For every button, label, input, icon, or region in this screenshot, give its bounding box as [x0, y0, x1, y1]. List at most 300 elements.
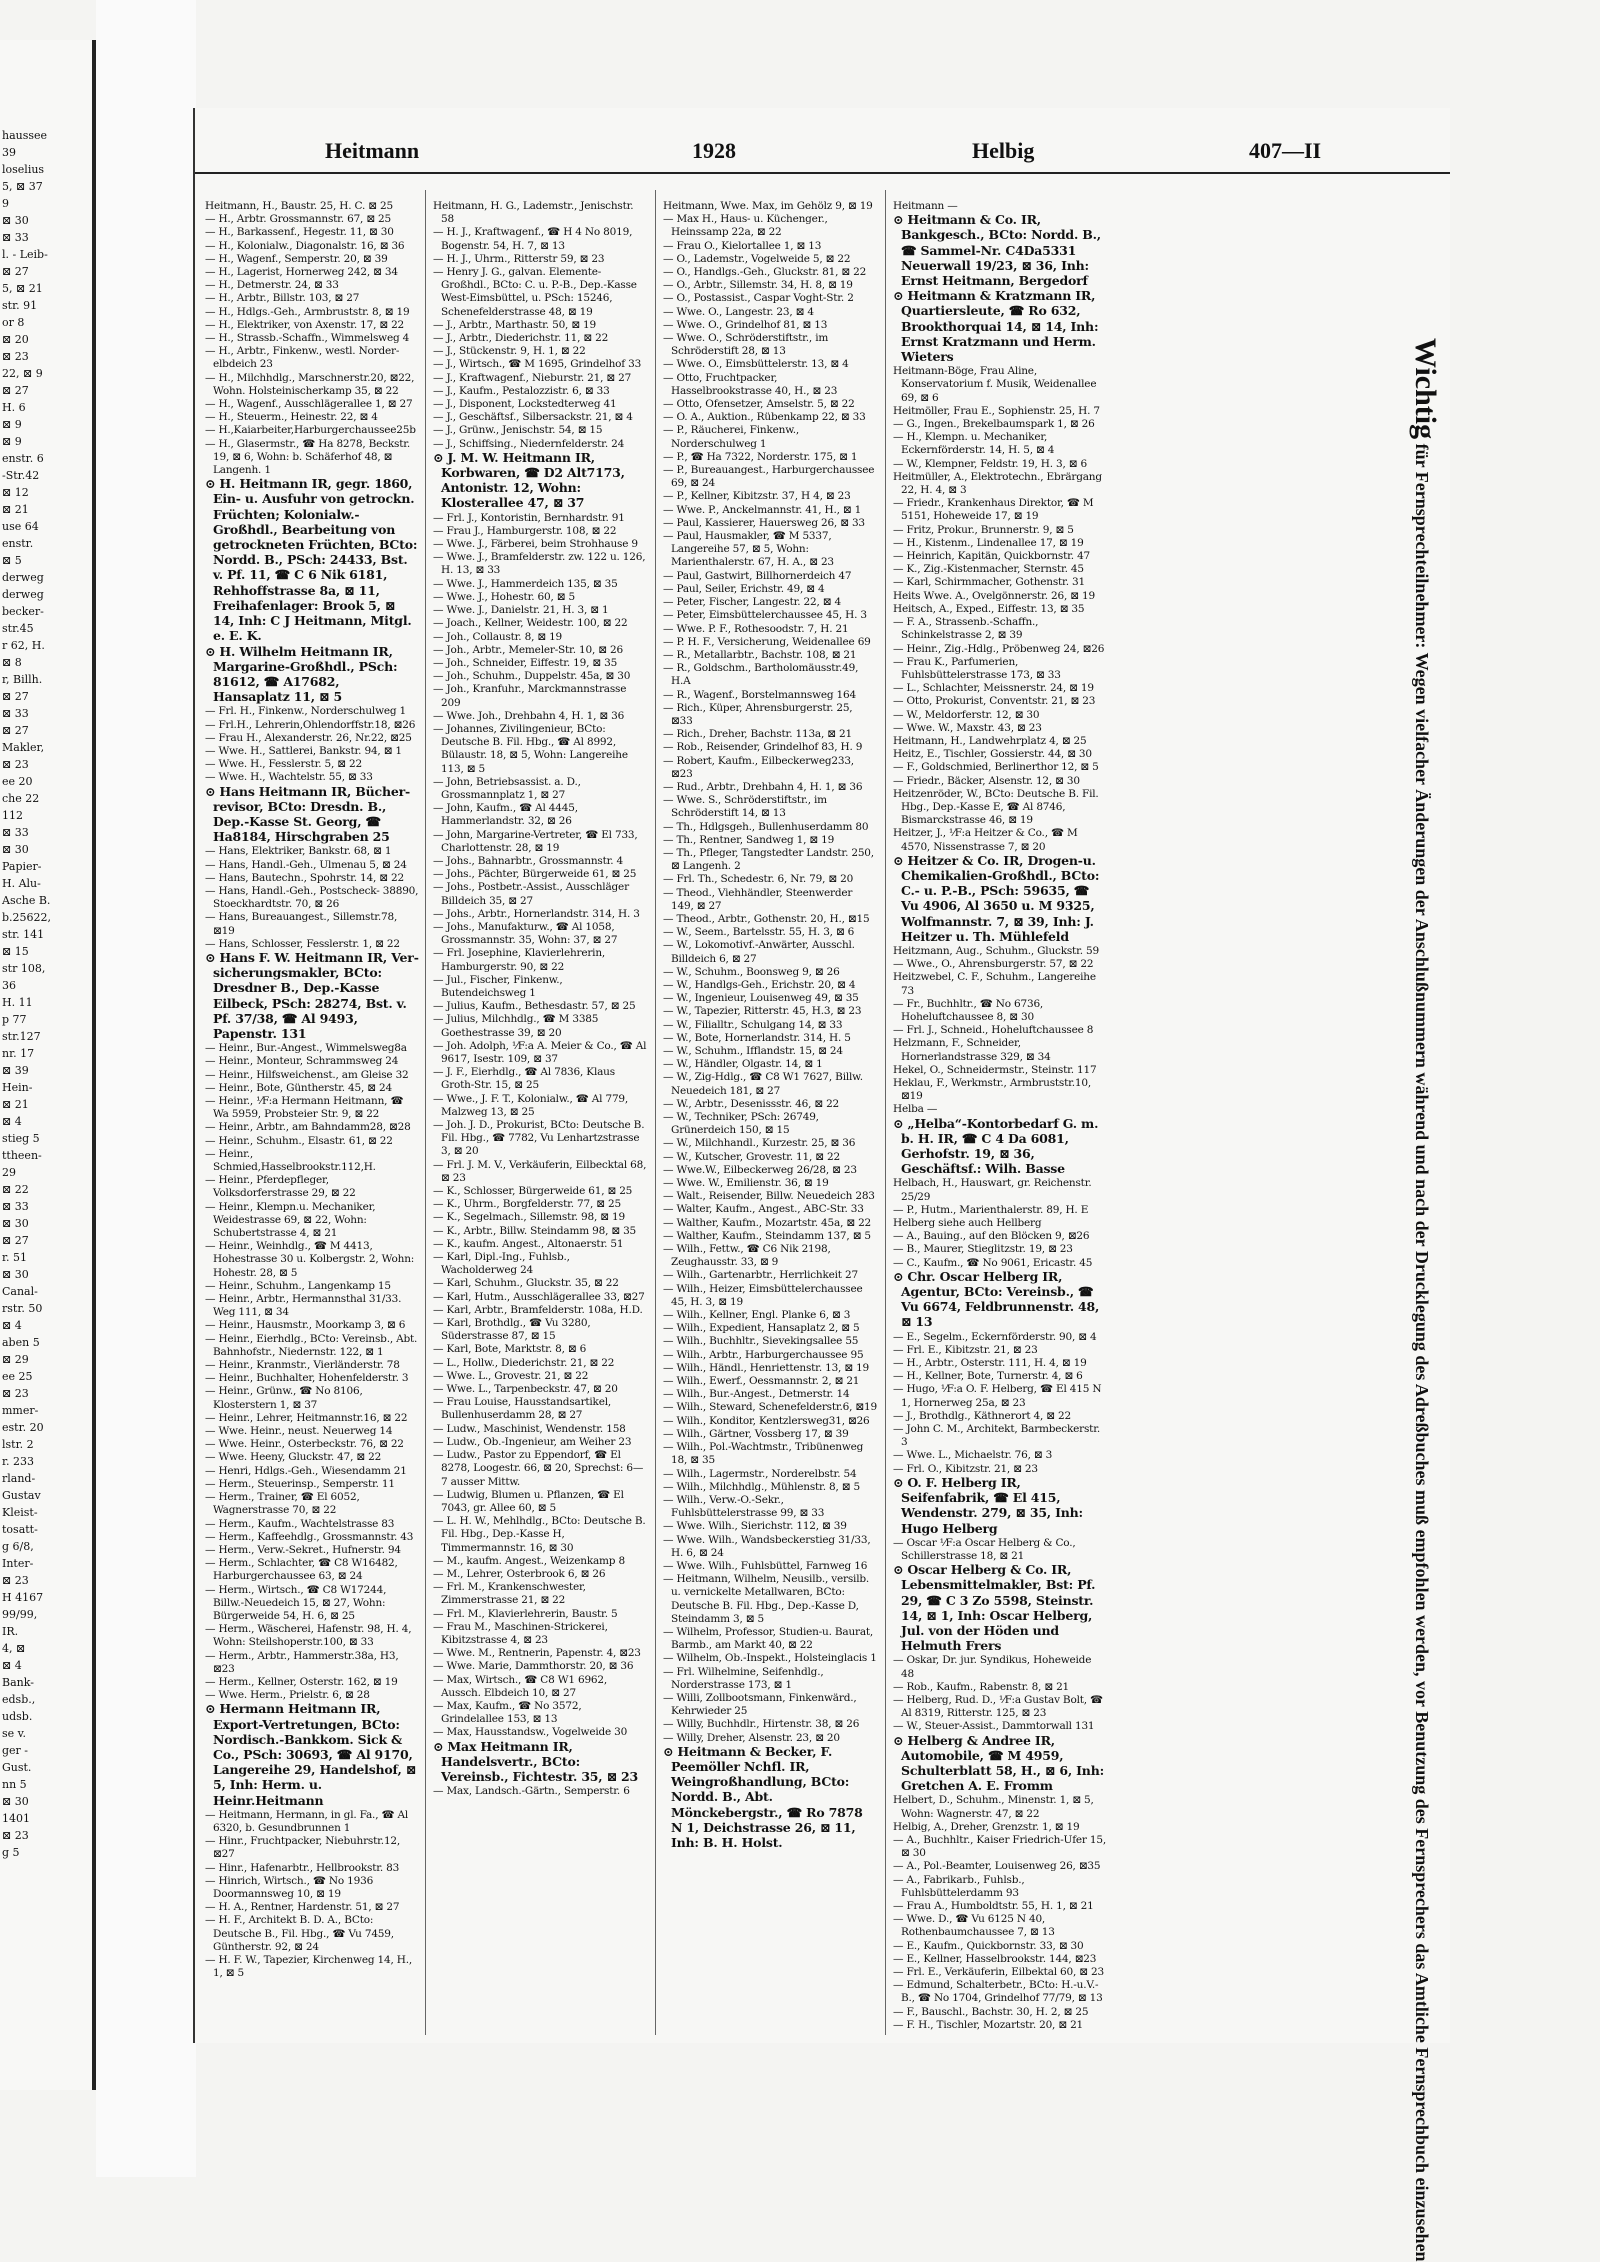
- directory-entry: — A., Bauing., auf den Blöcken 9, ⊠26: [893, 1230, 1090, 1243]
- column-divider: [885, 190, 886, 2035]
- prev-page-fragment: ⊠ 21: [2, 503, 29, 516]
- prev-page-fragment: str. 91: [2, 299, 38, 312]
- page-number: 407—II: [1249, 138, 1322, 163]
- directory-entry: — Karl, Schirmmacher, Gothenstr. 31: [893, 576, 1085, 589]
- directory-entry: — C., Kaufm., ☎ No 9061, Ericastr. 45: [893, 1256, 1093, 1269]
- directory-entry: — J., Disponent, Lockstedterweg 41: [433, 398, 617, 411]
- directory-entry: Heitzer, J., ⅟F:a Heitzer & Co., ☎ M 4570, Nissenstrasse 7, ⊠ 20: [893, 827, 1078, 853]
- prev-page-fragment: ⊠ 20: [2, 333, 29, 346]
- prev-page-fragment: r. 233: [2, 1455, 35, 1468]
- directory-entry: — Theod., Viehhändler, Steenwerder 149, ⊠ 27: [663, 886, 853, 912]
- prev-page-fragment: str 108,: [2, 962, 46, 975]
- directory-entry: — Wilh., Gartenarbtr., Herrlichkeit 27: [663, 1269, 858, 1282]
- running-head: [195, 138, 1450, 168]
- prev-page-fragment: ⊠ 12: [2, 486, 29, 499]
- directory-entry: — P. H. F., Versicherung, Weidenallee 69: [663, 635, 871, 648]
- directory-entry: Helberg siehe auch Hellberg: [893, 1217, 1042, 1230]
- prev-page-fragment: ⊠ 30: [2, 1268, 29, 1281]
- directory-entry: — Herm., Trainer, ☎ El 6052, Wagnerstrasse 70, ⊠ 22: [205, 1491, 360, 1517]
- directory-entry: — H., Hdlgs.-Geh., Armbruststr. 8, ⊠ 19: [205, 305, 410, 318]
- directory-entry: — Karl, Arbtr., Bramfelderstr. 108a, H.D.: [433, 1303, 643, 1316]
- directory-entry: — W., Arbtr., Desenissstr. 46, ⊠ 22: [663, 1097, 840, 1110]
- directory-entry: ⊙ Chr. Oscar Helberg IR, Agentur, BCto: Vereinsb., ☎ Vu 6674, Feldbrunnenstr. 48, ⊠ 13: [893, 1268, 1100, 1330]
- directory-entry: Heitzmann, Aug., Schuhm., Gluckstr. 59: [893, 944, 1099, 957]
- directory-entry: — Wwe. H., Wachtelstr. 55, ⊠ 33: [205, 771, 373, 784]
- directory-entry: — J., Arbtr., Marthastr. 50, ⊠ 19: [433, 318, 597, 331]
- prev-page-fragment: ⊠ 30: [2, 1795, 29, 1808]
- prev-page-fragment: derweg: [2, 588, 44, 601]
- directory-entry: — Heinr., Monteur, Schrammsweg 24: [205, 1055, 399, 1068]
- directory-entry: — W., Meldorferstr. 12, ⊠ 30: [893, 708, 1040, 721]
- prev-page-fragment: H. 11: [2, 996, 33, 1009]
- directory-entry: — Edmund, Schalterbetr., BCto: H.-u.V.-B., ☎ No 1704, Grindelhof 77/79, ⊠ 13: [893, 1979, 1103, 2005]
- directory-entry: — Wilh., Bur.-Angest., Detmerstr. 14: [663, 1388, 850, 1401]
- prev-page-fragment: 29: [2, 1166, 16, 1179]
- directory-entry: — Heinr., Buchhalter, Hohenfelderstr. 3: [205, 1372, 409, 1385]
- directory-entry: — J., Wirtsch., ☎ M 1695, Grindelhof 33: [433, 358, 642, 371]
- prev-page-fragment: H 4167: [2, 1591, 44, 1604]
- directory-entry: — Herm., Kellner, Osterstr. 162, ⊠ 19: [205, 1675, 398, 1688]
- directory-entry: — Wwe., O., Ahrensburgerstr. 57, ⊠ 22: [893, 958, 1094, 971]
- directory-entry: — Ludw., Ob.-Ingenieur, am Weiher 23: [433, 1435, 632, 1448]
- directory-entry: — Joh. J. D., Prokurist, BCto: Deutsche B. Fil. Hbg., ☎ 7782, Vu Lenhartzstrasse 3, ⊠ 20: [433, 1119, 645, 1158]
- directory-entry: — Wwe. J., Färberei, beim Strohhause 9: [433, 538, 638, 551]
- prev-page-fragment: b.25622,: [2, 911, 52, 924]
- prev-page-fragment: ⊠ 4: [2, 1319, 22, 1332]
- directory-entry: Heitmann —: [893, 200, 958, 212]
- directory-entry: — Otto, Prokurist, Conventstr. 21, ⊠ 23: [893, 695, 1096, 708]
- directory-entry: — O. A., Auktion., Rübenkamp 22, ⊠ 33: [663, 411, 866, 424]
- column-1: [205, 200, 419, 2030]
- column-divider: [655, 190, 656, 2035]
- directory-entry: — O., Arbtr., Sillemstr. 34, H. 8, ⊠ 19: [663, 279, 853, 292]
- prev-page-fragment: p 77: [2, 1013, 27, 1026]
- directory-entry: — Wwe. Wilh., Sierichstr. 112, ⊠ 39: [663, 1520, 847, 1533]
- directory-entry: — Wwe., J. F. T., Kolonialw., ☎ Al 779, Malzweg 13, ⊠ 25: [433, 1092, 629, 1118]
- directory-entry: — Wwe. W., Maxstr. 43, ⊠ 23: [893, 721, 1042, 734]
- directory-entry: — Wwe. H., Fesslerstr. 5, ⊠ 22: [205, 758, 362, 771]
- directory-entry: — Theod., Arbtr., Gothenstr. 20, H., ⊠15: [663, 912, 870, 925]
- directory-entry: — Hans, Handl.-Geh., Ulmenau 5, ⊠ 24: [205, 858, 407, 871]
- prev-page-fragment: H. Alu-: [2, 877, 41, 890]
- directory-entry: Helbach, H., Hauswart, gr. Reichenstr. 25/29: [893, 1177, 1092, 1203]
- directory-entry: — Wwe. O., Langestr. 23, ⊠ 4: [663, 305, 814, 318]
- directory-entry: — Heinr., Weinhdlg., ☎ M 4413, Hohestrasse 30 u. Kolbergstr. 2, Wohn: Hohestr. 28, ⊠ 5: [205, 1240, 415, 1279]
- directory-entry: — L., Hollw., Diederichstr. 21, ⊠ 22: [433, 1356, 615, 1369]
- directory-entry: — Oskar, Dr. jur. Syndikus, Hoheweide 48: [893, 1654, 1092, 1680]
- directory-entry: — Herm., Schlachter, ☎ C8 W16482, Harburgerchaussee 63, ⊠ 24: [205, 1557, 398, 1583]
- directory-entry: — Wwe. Herm., Prielstr. 6, ⊠ 28: [205, 1689, 370, 1702]
- directory-entry: — Wilh., Verw.-O.-Sekr., Fuhlsbüttelerstrasse 99, ⊠ 33: [663, 1493, 825, 1520]
- directory-entry: — W., Seem., Bartelsstr. 55, H. 3, ⊠ 6: [663, 926, 855, 939]
- directory-entry: ⊙ Hans F. W. Heitmann IR, Ver-sicherungsmakler, BCto: Dresdner B., Dep.-Kasse Eilbeck, PSch: 28274, Bst. v. Pf. 37/38, ☎ Al 9493, Papenstr. 131: [205, 949, 419, 1041]
- directory-entry: ⊙ O. F. Helberg IR, Seifenfabrik, ☎ El 415, Wendenstr. 279, ⊠ 35, Inh: Hugo Helberg: [893, 1474, 1083, 1536]
- directory-entry: — Rud., Arbtr., Drehbahn 4, H. 1, ⊠ 36: [663, 780, 863, 793]
- directory-entry: — Frl. E., Verkäuferin, Eilbektal 60, ⊠ 23: [893, 1966, 1104, 1978]
- prev-page-fragment: ⊠ 9: [2, 435, 22, 448]
- directory-entry: — W., Filialltr., Schulgang 14, ⊠ 33: [663, 1018, 843, 1031]
- prev-page-fragment: estr. 20: [2, 1421, 44, 1434]
- prev-page-fragment: g 5: [2, 1846, 20, 1859]
- directory-entry: — M., kaufm. Angest., Weizenkamp 8: [433, 1554, 625, 1567]
- directory-entry: Heitmann, H. G., Lademstr., Jenischstr. 58: [433, 200, 634, 226]
- prev-page-fragment: str.45: [2, 622, 34, 635]
- directory-entry: — H., Detmerstr. 24, ⊠ 33: [205, 279, 339, 292]
- directory-entry: — Willy, Dreher, Alsenstr. 23, ⊠ 20: [663, 1731, 840, 1744]
- prev-page-fragment: Inter-: [2, 1557, 34, 1570]
- directory-entry: Heitmüller, A., Elektrotechn., Ebrärgang 22, H. 4, ⊠ 3: [893, 470, 1102, 497]
- directory-entry: — L. H. W., Mehlhdlg., BCto: Deutsche B. Fil. Hbg., Dep.-Kasse H, Timmermannstr. 16, ⊠ 30: [433, 1515, 646, 1554]
- directory-entry: — Wwe. Wilh., Fuhlsbüttel, Farnweg 16: [663, 1559, 868, 1572]
- directory-entry: — Heinr., Schmied,Hasselbrookstr.112,H.: [205, 1147, 376, 1174]
- directory-entry: — Joh., Schneider, Eiffestr. 19, ⊠ 35: [433, 656, 618, 669]
- directory-entry: — Wwe. L., Grovestr. 21, ⊠ 22: [433, 1369, 589, 1382]
- prev-page-fragment: 99/99,: [2, 1608, 38, 1621]
- directory-entry: — Max, Hausstandsw., Vogelweide 30: [433, 1726, 628, 1739]
- directory-entry: ⊙ J. M. W. Heitmann IR, Korbwaren, ☎ D2 Alt7173, Antonistr. 12, Wohn: Klosterallee 47, ⊠ 37: [433, 449, 625, 511]
- directory-entry: — Wwe. H., Sattlerei, Bankstr. 94, ⊠ 1: [205, 744, 402, 757]
- directory-entry: — H., Kistenm., Lindenallee 17, ⊠ 19: [893, 536, 1084, 549]
- directory-entry: — Heinr., Kranmstr., Vierländerstr. 78: [205, 1359, 400, 1372]
- directory-entry: — Frau A., Humboldtstr. 55, H. 1, ⊠ 21: [893, 1899, 1094, 1912]
- directory-entry: — Wwe. Joh., Drehbahn 4, H. 1, ⊠ 36: [433, 709, 625, 722]
- prev-page-fragment: ⊠ 8: [2, 656, 22, 669]
- directory-entry: ⊙ Oscar Helberg & Co. IR, Lebensmittelmakler, Bst: Pf. 29, ☎ C 3 Zo 5598, Steinstr. 14, ⊠ 1, Inh: Oscar Helberg, Jul. von der Höden und Helmuth Frers: [893, 1562, 1096, 1654]
- prev-page-fragment: str. 141: [2, 928, 45, 941]
- directory-entry: — Herm., Wäscherei, Hafenstr. 98, H. 4, Wohn: Steilshoperstr.100, ⊠ 33: [205, 1623, 412, 1649]
- directory-entry: — Frau J., Hamburgerstr. 108, ⊠ 22: [433, 524, 617, 537]
- directory-entry: — H., Kellner, Bote, Turnerstr. 4, ⊠ 6: [893, 1370, 1083, 1383]
- directory-entry: — H.,Kaiarbeiter,Harburgerchaussee25b: [205, 424, 416, 437]
- directory-entry: — Max H., Haus- u. Küchenger., Heinssamp 22a, ⊠ 22: [663, 213, 828, 239]
- prev-page-fragment: ⊠ 27: [2, 384, 29, 397]
- directory-entry: — Peter, Eimsbüttelerchaussee 45, H. 3: [663, 609, 867, 622]
- directory-entry: — Paul, Kassierer, Hauersweg 26, ⊠ 33: [663, 516, 865, 529]
- header-right-keyword: Helbig: [972, 138, 1035, 163]
- directory-entry: — Wilh., Konditor, Kentzlersweg31, ⊠26: [663, 1414, 870, 1427]
- prev-page-fragment: enstr. 6: [2, 452, 44, 465]
- directory-entry: — Hinr., Fruchtpacker, Niebuhrstr.12, ⊠27: [205, 1835, 401, 1861]
- directory-entry: — Hugo, ⅟F:a O. F. Helberg, ☎ El 415 N 1, Hornerweg 25a, ⊠ 23: [893, 1383, 1102, 1409]
- directory-entry: — Karl, Brothdlg., ☎ Vu 3280, Süderstrasse 87, ⊠ 15: [433, 1317, 591, 1343]
- directory-entry: ⊙ Hans Heitmann IR, Bücher-revisor, BCto: Dresdn. B., Dep.-Kasse St. Georg, ☎ Ha8184, Hirschgraben 25: [205, 783, 410, 845]
- prev-page-fragment: Gust.: [2, 1761, 32, 1774]
- directory-entry: — Heinr., Pferdepfleger, Volksdorferstrasse 29, ⊠ 22: [205, 1174, 356, 1200]
- directory-entry: Heitzwebel, C. F., Schuhm., Langereihe 73: [893, 971, 1096, 997]
- prev-page-fragment: ⊠ 4: [2, 1115, 22, 1128]
- directory-entry: — Joh., Collaustr. 8, ⊠ 19: [433, 630, 563, 643]
- prev-page-fragment: ⊠ 33: [2, 707, 29, 720]
- prev-page-fragment: enstr.: [2, 537, 34, 550]
- directory-entry: — Wilh., Lagermstr., Norderelbstr. 54: [663, 1467, 857, 1480]
- directory-entry: — W., Lokomotivf.-Anwärter, Ausschl. Billdeich 6, ⊠ 27: [663, 939, 855, 965]
- prev-page-fragment: ⊠ 30: [2, 1217, 29, 1230]
- prev-page-fragment: nn 5: [2, 1778, 27, 1791]
- directory-entry: — O., Handlgs.-Geh., Gluckstr. 81, ⊠ 22: [663, 266, 867, 279]
- directory-entry: — Walt., Reisender, Billw. Neuedeich 283: [663, 1190, 875, 1203]
- directory-entry: — W., Händler, Olgastr. 14, ⊠ 1: [663, 1058, 823, 1071]
- directory-entry: — H., Klempn. u. Mechaniker, Eckernförderstr. 14, H. 5, ⊠ 4: [893, 431, 1055, 457]
- directory-entry: — Frl. H., Finkenw., Norderschulweg 1: [205, 705, 407, 718]
- directory-entry: — H., Arbtr., Osterstr. 111, H. 4, ⊠ 19: [893, 1357, 1087, 1370]
- prev-page-fragment: 9: [2, 197, 9, 210]
- directory-entry: — Johs., Manufakturw., ☎ Al 1058, Grossmannstr. 35, Wohn: 37, ⊠ 27: [433, 920, 618, 947]
- directory-entry: — R., Wagenf., Borstelmannsweg 164: [663, 688, 856, 701]
- directory-entry: — Johs., Pächter, Bürgerweide 61, ⊠ 25: [433, 868, 637, 881]
- directory-entry: — E., Kaufm., Quickbornstr. 33, ⊠ 30: [893, 1939, 1084, 1952]
- prev-page-fragment: ⊠ 29: [2, 1353, 29, 1366]
- directory-entry: Heitzenröder, W., BCto: Deutsche B. Fil. Hbg., Dep.-Kasse E, ☎ Al 8746, Bismarckstrasse 46, ⊠ 19: [893, 787, 1099, 827]
- directory-entry: — Heinr., Arbtr., am Bahndamm28, ⊠28: [205, 1121, 411, 1134]
- directory-entry: — Karl, Dipl.-Ing., Fuhlsb., Wacholderweg 24: [433, 1251, 570, 1277]
- directory-entry: — W., Handlgs-Geh., Erichstr. 20, ⊠ 4: [663, 978, 856, 991]
- directory-entry: — Joh., Kranfuhr., Marckmannstrasse 209: [433, 683, 627, 709]
- directory-entry: — Wwe. J., Bramfelderstr. zw. 122 u. 126, H. 13, ⊠ 33: [433, 551, 646, 577]
- directory-entry: — P., Räucherei, Finkenw., Norderschulweg 1: [663, 424, 800, 450]
- directory-entry: — Frl.H., Lehrerin,Ohlendorffstr.18, ⊠26: [205, 718, 416, 731]
- directory-entry: — Wwe. Heinr., Osterbeckstr. 76, ⊠ 22: [205, 1438, 404, 1451]
- directory-entry: Heitmann, H., Landwehrplatz 4, ⊠ 25: [893, 734, 1087, 747]
- prev-page-fragment: IR.: [2, 1625, 19, 1638]
- prev-page-fragment: ⊠ 23: [2, 350, 29, 363]
- directory-entry: — Herm., Kaffeehdlg., Grossmannstr. 43: [205, 1530, 414, 1543]
- directory-entry: — Hinrich, Wirtsch., ☎ No 1936 Doormannsweg 10, ⊠ 19: [205, 1874, 374, 1900]
- directory-entry: — Heinr., Hausmstr., Moorkamp 3, ⊠ 6: [205, 1319, 406, 1332]
- directory-entry: — J., Kaufm., Pestalozzistr. 6, ⊠ 33: [433, 384, 610, 397]
- directory-entry: — Heinrich, Kapitän, Quickbornstr. 47: [893, 550, 1091, 563]
- directory-entry: Heits Wwe. A., Ovelgönnerstr. 26, ⊠ 19: [893, 589, 1095, 602]
- directory-entry: ⊙ Heitmann & Kratzmann IR, Quartiersleute, ☎ Ro 632, Brookthorquai 14, ⊠ 14, Inh: Ernst Kratzmann und Herm. Wieters: [893, 288, 1099, 365]
- directory-entry: — Johs., Postbetr.-Assist., Ausschläger Billdeich 35, ⊠ 27: [433, 881, 629, 907]
- directory-entry: — Heinr., Bur.-Angest., Wimmelsweg8a: [205, 1042, 407, 1055]
- directory-entry: — Walther, Kaufm., Steindamm 137, ⊠ 5: [663, 1229, 871, 1242]
- directory-entry: — A., Pol.-Beamter, Louisenweg 26, ⊠35: [893, 1860, 1101, 1873]
- directory-entry: — H., Wagenf., Semperstr. 20, ⊠ 39: [205, 252, 388, 265]
- directory-entry: Helbert, D., Schuhm., Minenstr. 1, ⊠ 5, Wohn: Wagnerstr. 47, ⊠ 22: [893, 1794, 1094, 1820]
- prev-page-fragment: Gustav: [2, 1489, 41, 1502]
- directory-entry: — Wilh., Kellner, Engl. Planke 6, ⊠ 3: [663, 1309, 851, 1322]
- directory-entry: — H., Lagerist, Hornerweg 242, ⊠ 34: [205, 266, 398, 279]
- directory-entry: — H., Steuerm., Heinestr. 22, ⊠ 4: [205, 411, 378, 424]
- directory-entry: — J., Grünw., Jenischstr. 54, ⊠ 15: [433, 424, 603, 437]
- prev-page-fragment: 1401: [2, 1812, 30, 1825]
- directory-entry: Heitmann-Böge, Frau Aline, Konservatorium f. Musik, Weidenallee 69, ⊠ 6: [893, 365, 1097, 404]
- prev-page-fragment: ttheen-: [2, 1149, 42, 1162]
- directory-entry: Heitz, E., Tischler, Gossierstr. 44, ⊠ 30: [893, 748, 1092, 761]
- prev-page-fragment: 39: [2, 146, 16, 159]
- directory-entry: — L., Schlachter, Meissnerstr. 24, ⊠ 19: [893, 682, 1094, 695]
- directory-entry: — Ludw., Pastor zu Eppendorf, ☎ El 8278, Loogestr. 66, ⊠ 20, Sprechst: 6—7 ausser Mittw.: [433, 1449, 644, 1488]
- directory-entry: — P., Hutm., Marienthalerstr. 89, H. E: [893, 1203, 1089, 1216]
- directory-entry: — Frl. E., Kibitzstr. 21, ⊠ 23: [893, 1343, 1038, 1356]
- directory-entry: — Hans, Handl.-Geh., Postscheck- 38890, Stoeckhardtstr. 70, ⊠ 26: [205, 884, 419, 911]
- vertical-notice: [1405, 338, 1445, 2262]
- prev-page-fragment: H. 6: [2, 401, 26, 414]
- prev-page-fragment: ee 20: [2, 775, 33, 788]
- notice-bold-word: Wichtig: [1409, 338, 1442, 440]
- prev-page-fragment: ⊠ 21: [2, 1098, 29, 1111]
- directory-entry: — Heinr., Klempn.u. Mechaniker, Weidestrasse 69, ⊠ 22, Wohn: Schubertstrasse 4, ⊠ 21: [205, 1200, 376, 1240]
- directory-entry: — H. J., Kraftwagenf., ☎ H 4 No 8019, Bogenstr. 54, H. 7, ⊠ 13: [433, 226, 633, 252]
- directory-entry: — Wilh., Heizer, Eimsbüttelerchaussee 45, H. 3, ⊠ 19: [663, 1282, 863, 1308]
- directory-entry: ⊙ Heitmann & Co. IR, Bankgesch., BCto: Nordd. B., ☎ Sammel-Nr. C4Da5331 Neuerwall 19/23, ⊠ 36, Inh: Ernst Heitmann, Bergedorf: [893, 212, 1101, 289]
- directory-entry: — J., Arbtr., Diederichstr. 11, ⊠ 22: [433, 332, 609, 345]
- prev-page-fragment: use 64: [2, 520, 39, 533]
- prev-page-fragment: nr. 17: [2, 1047, 35, 1060]
- directory-entry: — Wilhelm, Professor, Studien-u. Baurat, Barmb., am Markt 40, ⊠ 22: [663, 1625, 874, 1652]
- directory-entry: ⊙ Heitzer & Co. IR, Drogen-u. Chemikalien-Großhdl., BCto: C.- u. P.-B., PSch: 59635, ☎ Vu 4906, Al 3650 u. M 9325, Wolfmannstr. 7, ⊠ 39, Inh: J. Heitzer u. Th. Mühlefeld: [893, 852, 1100, 944]
- prev-page-fragment: mmer-: [2, 1404, 39, 1417]
- directory-entry: — J., Kraftwagenf., Nieburstr. 21, ⊠ 27: [433, 371, 632, 384]
- directory-entry: — Johannes, Zivilingenieur, BCto: Deutsche B. Fil. Hbg., ☎ Al 8992, Bülaustr. 18, ⊠ 5, Wohn: Langereihe 113, ⊠ 5: [433, 722, 628, 775]
- directory-entry: — Frau K., Parfumerien, Fuhlsbüttelerstrasse 173, ⊠ 33: [893, 655, 1061, 681]
- directory-entry: — Th., Hdlgsgeh., Bullenhuserdamm 80: [663, 820, 869, 833]
- directory-entry: — Johs., Bahnarbtr., Grossmannstr. 4: [433, 854, 624, 867]
- directory-entry: — Wwe. Heinr., neust. Neuerweg 14: [205, 1425, 393, 1438]
- directory-entry: — Wwe. Marie, Dammthorstr. 20, ⊠ 36: [433, 1660, 634, 1673]
- prev-page-fragment: ⊠ 39: [2, 1064, 29, 1077]
- directory-entry: Heitmann, Wwe. Max, im Gehölz 9, ⊠ 19: [663, 200, 873, 212]
- directory-entry: — Wilh., Pol.-Wachtmstr., Tribünenweg 18, ⊠ 35: [663, 1441, 864, 1467]
- directory-entry: — Wwe. W., Emilienstr. 36, ⊠ 19: [663, 1177, 829, 1190]
- directory-entry: — Wwe. L., Michaelstr. 76, ⊠ 3: [893, 1449, 1053, 1462]
- prev-page-fragment: che 22: [2, 792, 40, 805]
- directory-entry: — Frl. M., Krankenschwester, Zimmerstrasse 21, ⊠ 22: [433, 1581, 586, 1607]
- directory-entry: — Wilh., Arbtr., Harburgerchaussee 95: [663, 1348, 864, 1361]
- directory-entry: — Wwe. P., Anckelmannstr. 41, H., ⊠ 1: [663, 503, 862, 516]
- prev-page-fragment: ⊠ 33: [2, 231, 29, 244]
- directory-entry: — Herm., Kaufm., Wachtelstrasse 83: [205, 1517, 395, 1530]
- directory-entry: — H. F. W., Tapezier, Kirchenweg 14, H., 1, ⊠ 5: [205, 1954, 412, 1980]
- prev-page-fragment: loselius: [2, 163, 45, 176]
- directory-entry: — Friedr., Krankenhaus Direktor, ☎ M 5151, Hoheweide 17, ⊠ 19: [893, 497, 1094, 523]
- directory-entry: — Julius, Kaufm., Bethesdastr. 57, ⊠ 25: [433, 1000, 636, 1013]
- prev-page-fragment: ⊠ 27: [2, 1234, 29, 1247]
- header-rule: [195, 172, 1450, 174]
- directory-entry: — Heinr., Hilfsweichenst., am Gleise 32: [205, 1068, 409, 1081]
- directory-entry: — Wilh., Gärtner, Vossberg 17, ⊠ 39: [663, 1427, 849, 1440]
- directory-entry: — Paul, Gastwirt, Billhornerdeich 47: [663, 569, 852, 582]
- directory-entry: — Wwe. J., Danielstr. 21, H. 3, ⊠ 1: [433, 604, 609, 617]
- directory-entry: — Friedr., Bäcker, Alsenstr. 12, ⊠ 30: [893, 774, 1080, 787]
- directory-entry: — Hans, Schlosser, Fesslerstr. 1, ⊠ 22: [205, 937, 400, 950]
- directory-entry: — Walter, Kaufm., Angest., ABC-Str. 33: [663, 1203, 864, 1216]
- directory-entry: Helzmann, F., Schneider, Hornerlandstrasse 329, ⊠ 34: [893, 1037, 1051, 1063]
- directory-entry: — H. F., Architekt B. D. A., BCto: Deutsche B., Fil. Hbg., ☎ Vu 7459, Güntherstr. 92, ⊠ 24: [205, 1914, 394, 1953]
- prev-page-fragment: 5, ⊠ 37: [2, 180, 43, 193]
- directory-entry: — Rich., Küper, Ahrensburgerstr. 25, ⊠33: [663, 701, 853, 727]
- directory-entry: — W., Steuer-Assist., Dammtorwall 131: [893, 1720, 1095, 1733]
- prev-page-fragment: ⊠ 27: [2, 690, 29, 703]
- directory-entry: — Karl, Bote, Marktstr. 8, ⊠ 6: [433, 1343, 587, 1356]
- directory-page: [193, 108, 1450, 2262]
- prev-page-fragment: r. 51: [2, 1251, 28, 1264]
- prev-page-fragment: 5, ⊠ 21: [2, 282, 43, 295]
- directory-entry: — A., Fabrikarb., Fuhlsb., Fuhlsbüttelerdamm 93: [893, 1873, 1025, 1899]
- previous-page-sliver: [0, 40, 96, 2090]
- directory-entry: — Karl, Hutm., Ausschlägerallee 33, ⊠27: [433, 1290, 645, 1303]
- prev-page-fragment: -Str.42: [2, 469, 40, 482]
- directory-entry: — Th., Rentner, Sandweg 1, ⊠ 19: [663, 833, 835, 846]
- directory-entry: — Wwe. D., ☎ Vu 6125 N 40, Rothenbaumchaussee 7, ⊠ 13: [893, 1913, 1055, 1939]
- directory-entry: — P., Bureauangest., Harburgerchaussee 69, ⊠ 24: [663, 464, 875, 490]
- directory-entry: — Hans, Elektriker, Bankstr. 68, ⊠ 1: [205, 845, 392, 858]
- directory-entry: — Th., Pfleger, Tangstedter Landstr. 250, ⊠ Langenh. 2: [663, 846, 874, 873]
- directory-entry: — B., Maurer, Stieglitzstr. 19, ⊠ 23: [893, 1243, 1073, 1256]
- directory-entry: — Otto, Fruchtpacker, Hasselbrookstrasse 40, H., ⊠ 23: [663, 371, 838, 397]
- directory-entry: — Rob., Kaufm., Rabenstr. 8, ⊠ 21: [893, 1680, 1070, 1693]
- directory-entry: — Johs., Arbtr., Hornerlandstr. 314, H. 3: [433, 907, 640, 920]
- directory-entry: — Wwe. J., Hohestr. 60, ⊠ 5: [433, 590, 575, 603]
- directory-entry: — F., Bauschl., Bachstr. 30, H. 2, ⊠ 25: [893, 2005, 1089, 2018]
- directory-entry: — John C. M., Architekt, Barmbeckerstr. 3: [893, 1423, 1100, 1449]
- directory-entry: ⊙ Hermann Heitmann IR, Export-Vertretungen, BCto: Nordisch.-Bankkom. Sick & Co., PSch: 30693, ☎ Al 9170, Langereihe 29, Handelshof, ⊠ 5, Inh: Herm. u. Heinr.Heitmann: [205, 1701, 417, 1808]
- directory-entry: — H., Milchhdlg., Marschnerstr.20, ⊠22, Wohn. Holsteinischerkamp 35, ⊠ 22: [205, 371, 415, 397]
- directory-entry: — H. J., Uhrm., Ritterstr 59, ⊠ 23: [433, 252, 605, 265]
- prev-page-fragment: ⊠ 4: [2, 1659, 22, 1672]
- directory-entry: — John, Betriebsassist. a. D., Grossmannplatz 1, ⊠ 27: [433, 775, 581, 801]
- prev-page-fragment: stieg 5: [2, 1132, 40, 1145]
- directory-entry: — Wwe. J., Hammerdeich 135, ⊠ 35: [433, 577, 618, 590]
- directory-entry: — O., Postassist., Caspar Voght-Str. 2: [663, 292, 854, 305]
- directory-entry: — Karl, Schuhm., Gluckstr. 35, ⊠ 22: [433, 1277, 619, 1290]
- directory-entry: — Peter, Fischer, Langestr. 22, ⊠ 4: [663, 596, 841, 609]
- directory-entry: — H., Strassb.-Schaffn., Wimmelsweg 4: [205, 332, 410, 345]
- directory-entry: — Hans, Bureauangest., Sillemstr.78, ⊠19: [205, 911, 398, 937]
- directory-entry: — Heinr., Schuhm., Elsastr. 61, ⊠ 22: [205, 1134, 393, 1147]
- directory-entry: — Herm., Steuerinsp., Semperstr. 11: [205, 1477, 395, 1490]
- directory-entry: — Wwe. S., Schröderstiftstr., im Schröderstift 14, ⊠ 13: [663, 794, 827, 820]
- directory-entry: — J., Schiffsing., Niedernfelderstr. 24: [433, 437, 625, 450]
- directory-entry: — Helberg, Rud. D., ⅟F:a Gustav Bolt, ☎ Al 8319, Ritterstr. 125, ⊠ 23: [893, 1693, 1103, 1720]
- prev-page-fragment: ⊠ 30: [2, 214, 29, 227]
- directory-entry: — H., Arbtr., Billstr. 103, ⊠ 27: [205, 292, 360, 305]
- directory-entry: — W., Ingenieur, Louisenweg 49, ⊠ 35: [663, 992, 859, 1005]
- directory-entry: — H., Arbtr. Grossmannstr. 67, ⊠ 25: [205, 213, 392, 226]
- directory-entry: ⊙ Max Heitmann IR, Handelsvertr., BCto: Vereinsb., Fichtestr. 35, ⊠ 23: [433, 1738, 639, 1784]
- directory-entry: — E., Segelm., Eckernförderstr. 90, ⊠ 4: [893, 1330, 1097, 1343]
- directory-entry: — O., Lademstr., Vogelweide 5, ⊠ 22: [663, 252, 851, 265]
- directory-entry: — J., Geschäftsf., Silbersackstr. 21, ⊠ 4: [433, 411, 633, 424]
- directory-entry: — W., Bote, Hornerlandstr. 314, H. 5: [663, 1031, 851, 1044]
- prev-page-fragment: Hein-: [2, 1081, 33, 1094]
- directory-entry: — Wilh., Händl., Henriettenstr. 13, ⊠ 19: [663, 1361, 870, 1374]
- prev-page-fragment: rland-: [2, 1472, 36, 1485]
- page-gutter: [96, 0, 196, 2177]
- directory-entry: — Frl. M., Klavierlehrerin, Baustr. 5: [433, 1607, 618, 1620]
- directory-entry: — Heinr., ⅟F:a Hermann Heitmann, ☎ Wa 5959, Probsteier Str. 9, ⊠ 22: [205, 1095, 404, 1121]
- directory-entry: — Wilh., Ewerf., Oessmannstr. 2, ⊠ 21: [663, 1375, 860, 1388]
- prev-page-fragment: Makler,: [2, 741, 45, 754]
- column-divider: [425, 190, 426, 2035]
- directory-entry: — H., Barkassenf., Hegestr. 11, ⊠ 30: [205, 226, 394, 239]
- directory-entry: — Wwe. L., Tarpenbeckstr. 47, ⊠ 20: [433, 1383, 618, 1396]
- directory-entry: ⊙ Helberg & Andree IR, Automobile, ☎ M 4959, Schulterblatt 58, H., ⊠ 6, Inh: Gretchen A. E. Fromm: [893, 1732, 1104, 1794]
- directory-entry: — F., Goldschmied, Berlinerthor 12, ⊠ 5: [893, 761, 1099, 774]
- directory-entry: — Robert, Kaufm., Eilbeckerweg233, ⊠23: [663, 754, 854, 780]
- directory-entry: — Julius, Milchhdlg., ☎ M 3385 Goethestrasse 39, ⊠ 20: [433, 1013, 599, 1039]
- directory-entry: — W., Schuhm., Boonsweg 9, ⊠ 26: [663, 965, 840, 978]
- directory-entry: — Frau O., Kielortallee 1, ⊠ 13: [663, 239, 822, 252]
- directory-entry: — Rich., Dreher, Bachstr. 113a, ⊠ 21: [663, 728, 852, 741]
- directory-entry: ⊙ „Helba“-Kontorbedarf G. m. b. H. IR, ☎ C 4 Da 6081, Gerhofstr. 19, ⊠ 36, Geschäftsf.: Wilh. Basse: [893, 1115, 1099, 1177]
- prev-page-fragment: Papier-: [2, 860, 42, 873]
- directory-entry: — J., Brothdlg., Käthnerort 4, ⊠ 22: [893, 1409, 1071, 1422]
- directory-entry: — Herm., Wirtsch., ☎ C8 W17244, Billw.-Neuedeich 15, ⊠ 27, Wohn: Bürgerweide 54, H. 6, ⊠ 25: [205, 1583, 387, 1622]
- directory-entry: — Heinr., Lehrer, Heitmannstr.16, ⊠ 22: [205, 1411, 408, 1424]
- directory-entry: — Max, Wirtsch., ☎ C8 W1 6962, Aussch. Elbdeich 10, ⊠ 27: [433, 1673, 608, 1699]
- directory-entry: — Heinr., Schuhm., Langenkamp 15: [205, 1279, 391, 1292]
